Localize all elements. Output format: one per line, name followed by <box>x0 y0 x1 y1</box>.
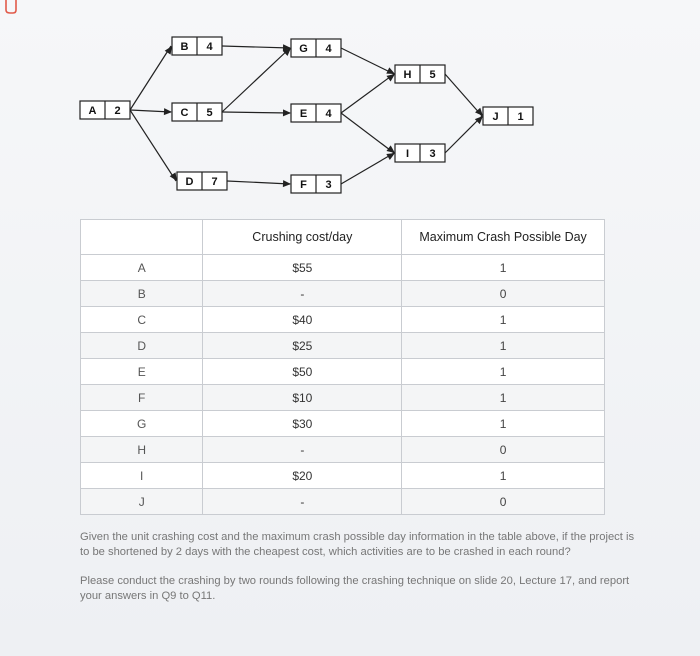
node-b <box>172 37 222 55</box>
node-e <box>291 104 341 122</box>
node-duration: 5 <box>429 69 436 81</box>
max-crash-cell: 0 <box>402 489 605 515</box>
node-duration: 5 <box>206 107 213 119</box>
edge-a-c <box>130 108 172 115</box>
edge-c-g <box>222 48 291 112</box>
edge-f-i <box>341 153 395 184</box>
table-row <box>81 281 605 307</box>
table-row <box>81 333 605 359</box>
crash-table <box>80 219 605 515</box>
activity-cell: I <box>81 463 203 489</box>
network-diagram <box>0 0 700 210</box>
node-d <box>177 172 227 190</box>
edge-a-d <box>130 110 177 181</box>
activity-cell: B <box>81 281 203 307</box>
cost-cell: - <box>203 489 402 515</box>
activity-cell: F <box>81 385 203 411</box>
node-duration: 7 <box>211 176 218 188</box>
node-duration: 4 <box>325 43 332 55</box>
node-f <box>291 175 341 193</box>
edge-e-h <box>341 74 395 113</box>
table-row <box>81 463 605 489</box>
cost-cell: $20 <box>203 463 402 489</box>
node-duration: 4 <box>206 41 213 53</box>
max-crash-cell: 1 <box>402 255 605 281</box>
question-text <box>80 530 640 618</box>
max-crash-cell: 1 <box>402 463 605 489</box>
cost-cell: $30 <box>203 411 402 437</box>
node-duration: 2 <box>114 105 121 117</box>
table-row <box>81 411 605 437</box>
table-row <box>81 489 605 515</box>
edge-d-f <box>227 180 291 187</box>
node-c <box>172 103 222 121</box>
cost-cell: $55 <box>203 255 402 281</box>
table-row <box>81 255 605 281</box>
cost-cell: $10 <box>203 385 402 411</box>
activity-cell: E <box>81 359 203 385</box>
header-max-crash-day: Maximum Crash Possible Day <box>402 220 605 255</box>
max-crash-cell: 1 <box>402 385 605 411</box>
node-label: F <box>300 179 307 191</box>
node-label: D <box>185 176 194 188</box>
node-label: E <box>299 108 308 120</box>
activity-cell: C <box>81 307 203 333</box>
node-label: I <box>405 148 410 160</box>
node-duration: 3 <box>325 179 332 191</box>
max-crash-cell: 1 <box>402 333 605 359</box>
edge-b-g <box>222 44 291 51</box>
max-crash-cell: 1 <box>402 359 605 385</box>
activity-cell: A <box>81 255 203 281</box>
node-h <box>395 65 445 83</box>
cost-cell: $50 <box>203 359 402 385</box>
activity-cell: G <box>81 411 203 437</box>
max-crash-cell: 1 <box>402 307 605 333</box>
edge-h-j <box>445 74 483 116</box>
table-header-row <box>81 220 605 255</box>
node-i <box>395 144 445 162</box>
header-activity <box>81 220 203 255</box>
node-label: B <box>180 41 189 53</box>
node-label: A <box>88 105 97 117</box>
max-crash-cell: 1 <box>402 411 605 437</box>
cost-cell: - <box>203 437 402 463</box>
node-a <box>80 101 130 119</box>
question-paragraph-2: Please conduct the crashing by two rounds following the crashing technique on slide 20, Lecture 17, and report your answers in Q9 to Q11. <box>80 575 630 602</box>
cost-cell: - <box>203 281 402 307</box>
node-label: H <box>403 69 412 81</box>
activity-cell: D <box>81 333 203 359</box>
edge-g-h <box>341 48 395 74</box>
edge-e-i <box>341 113 395 153</box>
cost-cell: $40 <box>203 307 402 333</box>
question-paragraph-1: Given the unit crashing cost and the maximum crash possible day information in the table above, if the project is to be shortened by 2 days with the cheapest cost, which activities are to be crashed in each round? <box>80 531 635 558</box>
node-label: J <box>492 111 499 123</box>
cost-cell: $25 <box>203 333 402 359</box>
node-duration: 4 <box>325 108 332 120</box>
node-g <box>291 39 341 57</box>
edge-a-b <box>130 46 172 110</box>
max-crash-cell: 0 <box>402 437 605 463</box>
header-crushing-cost: Crushing cost/day <box>203 220 402 255</box>
edge-i-j <box>445 116 483 153</box>
table-body <box>81 255 605 515</box>
table-row <box>81 437 605 463</box>
edge-c-e <box>222 109 291 116</box>
node-duration: 1 <box>517 111 524 123</box>
table-row <box>81 359 605 385</box>
table-row <box>81 307 605 333</box>
node-j <box>483 107 533 125</box>
activity-cell: J <box>81 489 203 515</box>
node-duration: 3 <box>429 148 436 160</box>
table-row <box>81 385 605 411</box>
node-label: G <box>299 43 308 55</box>
node-label: C <box>180 107 189 119</box>
activity-cell: H <box>81 437 203 463</box>
max-crash-cell: 0 <box>402 281 605 307</box>
